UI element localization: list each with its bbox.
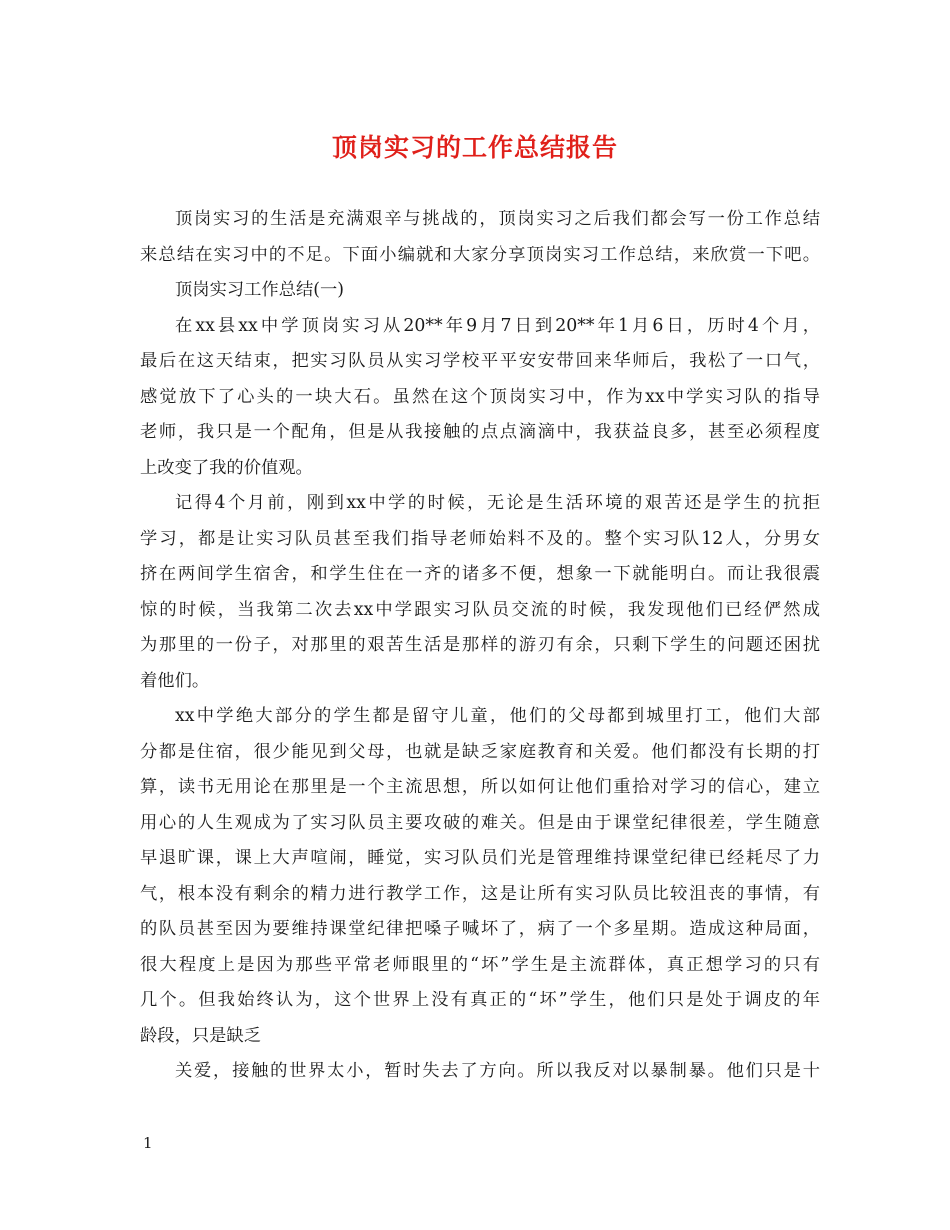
text-line: 学习，都是让实习队员甚至我们指导老师始料不及的。整个实习队12人，分男女 [140, 528, 820, 549]
document-title: 顶岗实习的工作总结报告 [331, 133, 618, 162]
text-line: xx中学绝大部分的学生都是留守儿童，他们的父母都到城里打工，他们大部 [175, 706, 820, 726]
text-line: 早退旷课，课上大声喧闹，睡觉，实习队员们光是管理维持课堂纪律已经耗尽了力 [140, 848, 820, 868]
text-line: 用心的人生观成为了实习队员主要攻破的难关。但是由于课堂纪律很差，学生随意 [140, 812, 820, 833]
text-line: 最后在这天结束，把实习队员从实习学校平平安安带回来华师后，我松了一口气， [140, 351, 820, 371]
section-heading: 顶岗实习工作总结(一) [175, 280, 345, 300]
text-line: 分都是住宿，很少能见到父母，也就是缺乏家庭教育和关爱。他们都没有长期的打 [140, 741, 820, 762]
text-line: 关爱，接触的世界太小，暂时失去了方向。所以我反对以暴制暴。他们只是十 [175, 1061, 820, 1081]
text-line: 着他们。 [140, 670, 210, 691]
text-line: 为那里的一份子，对那里的艰苦生活是那样的游刃有余，只剩下学生的问题还困扰 [140, 635, 820, 655]
text-line: 感觉放下了心头的一块大石。虽然在这个顶岗实习中，作为xx中学实习队的指导 [140, 386, 820, 407]
text-line: 在xx县xx中学顶岗实习从20**年9月7日到20**年1月6日，历时4个月， [175, 315, 820, 336]
text-line: 挤在两间学生宿舍，和学生住在一齐的诸多不便，想象一下就能明白。而让我很震 [140, 564, 820, 584]
text-line: 的队员甚至因为要维持课堂纪律把嗓子喊坏了，病了一个多星期。造成这种局面， [140, 919, 820, 939]
document-body [140, 202, 820, 1090]
text-line: 惊的时候，当我第二次去xx中学跟实习队员交流的时候，我发现他们已经俨然成 [140, 599, 820, 620]
text-line: 上改变了我的价值观。 [140, 457, 313, 478]
text-line: 龄段，只是缺乏 [140, 1025, 261, 1046]
text-line: 顶岗实习的生活是充满艰辛与挑战的，顶岗实习之后我们都会写一份工作总结 [175, 209, 820, 229]
page-number: 1 [143, 1134, 153, 1152]
text-line: 算，读书无用论在那里是一个主流思想，所以如何让他们重拾对学习的信心，建立 [140, 777, 820, 797]
text-line: 气，根本没有剩余的精力进行教学工作，这是让所有实习队员比较沮丧的事情，有 [140, 883, 820, 904]
text-line: 记得4个月前，刚到xx中学的时候，无论是生活环境的艰苦还是学生的抗拒 [175, 493, 820, 513]
text-line: 来总结在实习中的不足。下面小编就和大家分享顶岗实习工作总结，来欣赏一下吧。 [140, 244, 820, 265]
text-line: 老师，我只是一个配角，但是从我接触的点点滴滴中，我获益良多，甚至必须程度 [140, 422, 820, 442]
text-line: 很大程度上是因为那些平常老师眼里的“坏”学生是主流群体，真正想学习的只有 [140, 954, 820, 975]
text-line: 几个。但我始终认为，这个世界上没有真正的“坏”学生，他们只是处于调皮的年 [140, 990, 820, 1010]
